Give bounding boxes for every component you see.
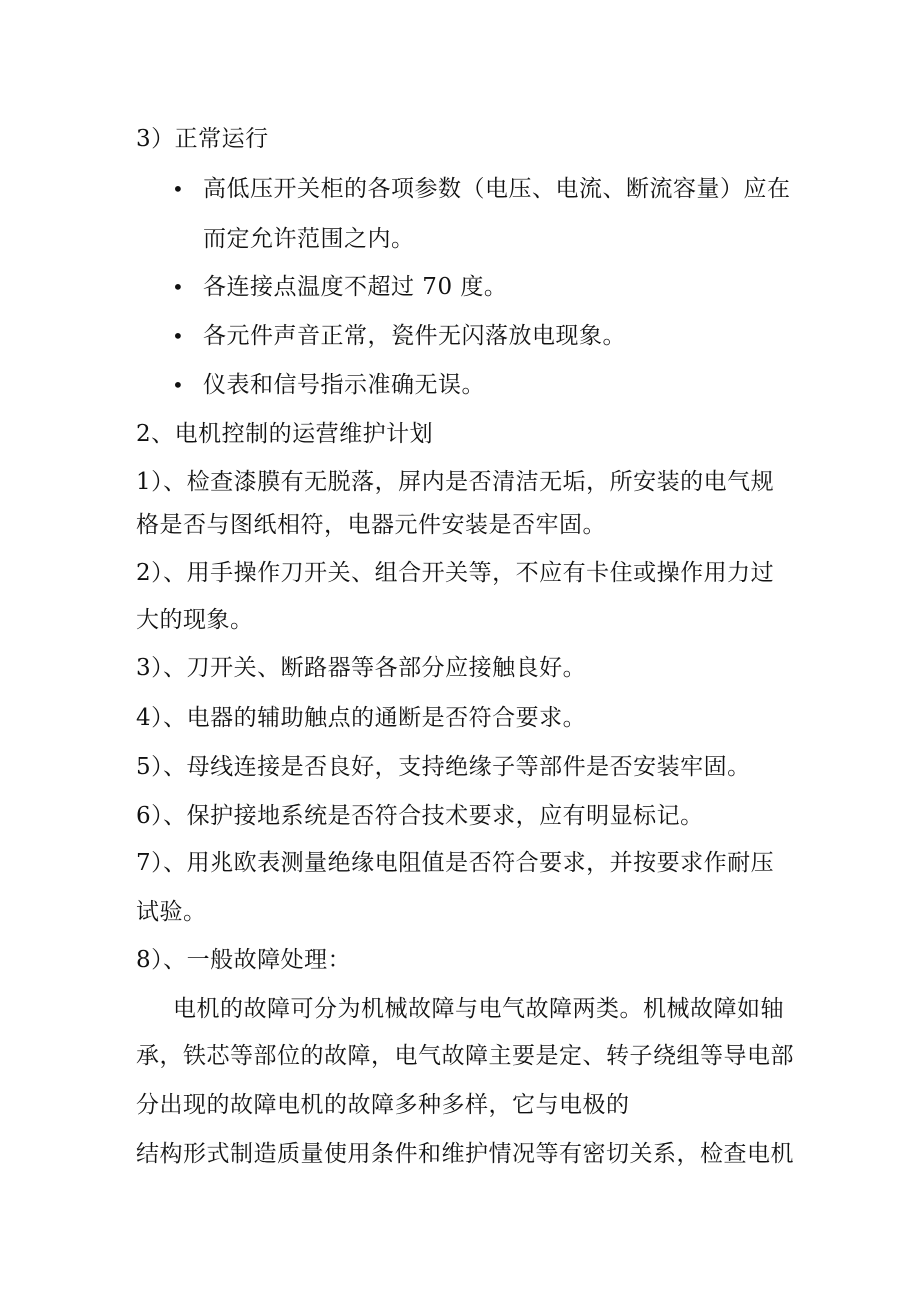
list-item-line: 7）、用兆欧表测量绝缘电阻值是否符合要求，并按要求作耐压 — [136, 850, 775, 876]
list-item-line: 6）、保护接地系统是否符合技术要求，应有明显标记。 — [136, 803, 704, 829]
bullet-text-line: 而定允许范围之内。 — [203, 226, 415, 252]
paragraph-line: 承，铁芯等部位的故障，电气故障主要是定、转子绕组等导电部 — [136, 1043, 794, 1069]
bullet-text-line: 高低压开关柜的各项参数（电压、电流、断流容量）应在 — [203, 176, 791, 202]
paragraph-line: 分出现的故障电机的故障多种多样，它与电极的 — [136, 1092, 630, 1118]
section2-title: 2、电机控制的运营维护计划 — [136, 421, 434, 447]
bullet-marker: • — [172, 373, 184, 397]
paragraph-line: 结构形式制造质量使用条件和维护情况等有密切关系，检查电机 — [136, 1141, 794, 1167]
bullet-text-line: 各元件声音正常，瓷件无闪落放电现象。 — [203, 323, 626, 349]
list-item-line: 5）、母线连接是否良好，支持绝缘子等部件是否安装牢固。 — [136, 754, 751, 780]
list-item-line: 8）、一般故障处理： — [136, 947, 352, 973]
bullet-marker: • — [172, 177, 184, 201]
bullet-marker: • — [172, 275, 184, 299]
paragraph-line: 电机的故障可分为机械故障与电气故障两类。机械故障如轴 — [173, 996, 784, 1022]
list-item-line: 4）、电器的辅助触点的通断是否符合要求。 — [136, 705, 587, 731]
list-item-line: 试验。 — [136, 899, 207, 925]
list-item-line: 2）、用手操作刀开关、组合开关等，不应有卡住或操作用力过 — [136, 560, 775, 586]
section-heading: 3）正常运行 — [136, 126, 269, 152]
list-item-line: 格是否与图纸相符，电器元件安装是否牢固。 — [136, 512, 606, 538]
bullet-marker: • — [172, 324, 184, 348]
bullet-text-line: 仪表和信号指示准确无误。 — [203, 372, 485, 398]
bullet-text-line: 各连接点温度不超过 70 度。 — [203, 274, 508, 300]
list-item-line: 1）、检查漆膜有无脱落，屏内是否清洁无垢，所安装的电气规 — [136, 469, 775, 495]
list-item-line: 3）、刀开关、断路器等各部分应接触良好。 — [136, 655, 587, 681]
list-item-line: 大的现象。 — [136, 607, 254, 633]
